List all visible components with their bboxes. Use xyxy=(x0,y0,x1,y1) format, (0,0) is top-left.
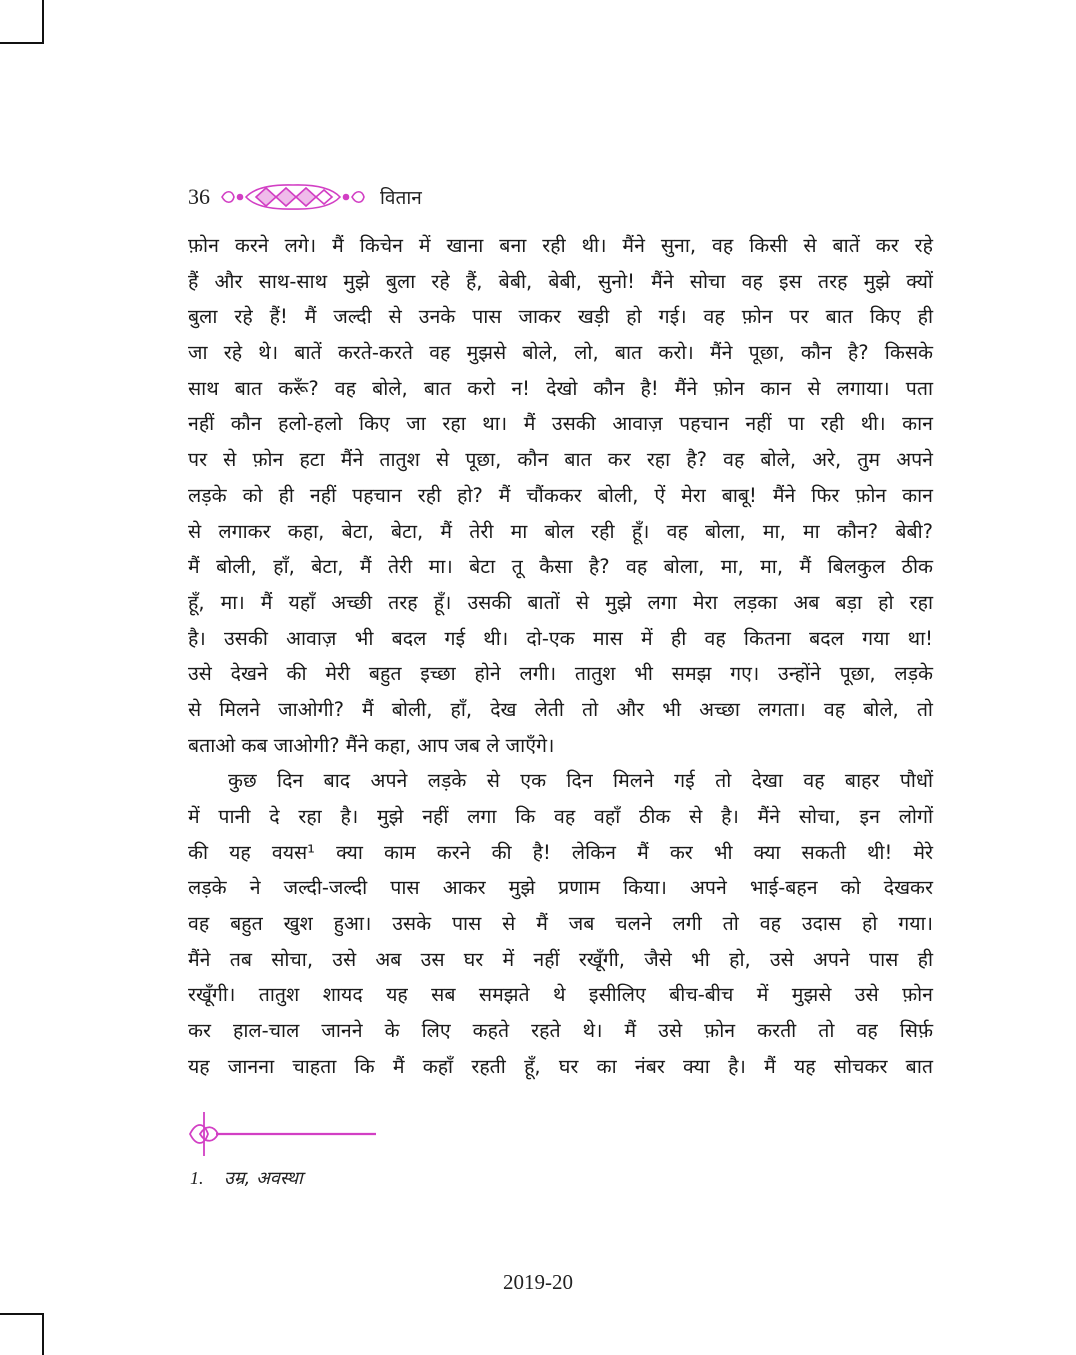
text-line: है। उसकी आवाज़ भी बदल गई थी। दो-एक मास में ही वह कितना बदल गया था! xyxy=(188,626,933,650)
text-line: हैं और साथ-साथ मुझे बुला रहे हैं, बेबी, बेबी, सुनो! मैंने सोचा वह इस तरह मुझे क्यों xyxy=(188,269,933,293)
footnote-number: 1. xyxy=(190,1168,204,1188)
text-line: से लगाकर कहा, बेटा, बेटा, मैं तेरी मा बोल रही हूँ। वह बोला, मा, मा कौन? बेबी? xyxy=(188,519,933,543)
paragraph-1 xyxy=(188,228,933,763)
text-line: लड़के ने जल्दी-जल्दी पास आकर मुझे प्रणाम किया। अपने भाई-बहन को देखकर xyxy=(188,876,933,900)
text-line: लड़के को ही नहीं पहचान रही हो? मैं चौंककर बोली, ऐं मेरा बाबू! मैंने फिर फ़ोन कान xyxy=(188,483,933,507)
page-header xyxy=(188,180,422,214)
crop-mark-top-horizontal xyxy=(0,42,44,44)
crop-mark-bottom-vertical xyxy=(42,1313,44,1355)
text-line: हूँ, मा। मैं यहाँ अच्छी तरह हूँ। उसकी बातों से मुझे लगा मेरा लड़का अब बड़ा हो रहा xyxy=(188,590,933,614)
footnote xyxy=(190,1166,303,1190)
text-line: उसे देखने की मेरी बहुत इच्छा होने लगी। तातुश भी समझ गए। उन्होंने पूछा, लड़के xyxy=(188,662,933,686)
text-line: कुछ दिन बाद अपने लड़के से एक दिन मिलने गई तो देखा वह बाहर पौधों xyxy=(228,769,933,793)
text-line: मैंने तब सोचा, उसे अब उस घर में नहीं रखूँगी, जैसे भी हो, उसे अपने पास ही xyxy=(188,947,933,971)
text-line: पर से फ़ोन हटा मैंने तातुश से पूछा, कौन बात कर रहा है? वह बोले, अरे, तुम अपने xyxy=(188,448,933,472)
text-line: यह जानना चाहता कि मैं कहाँ रहती हूँ, घर का नंबर क्या है। मैं यह सोचकर बात xyxy=(188,1054,933,1078)
footnote-divider-icon xyxy=(186,1110,378,1158)
crop-mark-bottom-horizontal xyxy=(0,1313,44,1315)
text-line: कर हाल-चाल जानने के लिए कहते रहते थे। मैं उसे फ़ोन करती तो वह सिर्फ़ xyxy=(188,1019,933,1043)
text-line: फ़ोन करने लगे। मैं किचेन में खाना बना रही थी। मैंने सुना, वह किसी से बातें कर रहे xyxy=(188,234,933,257)
text-line: बताओ कब जाओगी? मैंने कहा, आप जब ले जाएँगे। xyxy=(188,733,555,757)
text-line: बुला रहे हैं! मैं जल्दी से उनके पास जाकर खड़ी हो गई। वह फ़ोन पर बात किए ही xyxy=(188,305,933,329)
text-line: नहीं कौन हलो-हलो किए जा रहा था। मैं उसकी आवाज़ पहचान नहीं पा रही थी। कान xyxy=(188,412,933,436)
page-footer-year: 2019-20 xyxy=(503,1270,573,1294)
text-line: से मिलने जाओगी? मैं बोली, हाँ, देख लेती तो और भी अच्छा लगता। वह बोले, तो xyxy=(188,697,933,721)
body-text xyxy=(188,228,933,1085)
running-title: वितान xyxy=(380,187,422,209)
footnote-text: उम्र, अवस्था xyxy=(224,1168,303,1189)
text-line: की यह वयस¹ क्या काम करने की है! लेकिन मैं कर भी क्या सकती थी! मेरे xyxy=(188,840,933,864)
text-line: साथ बात करूँ? वह बोले, बात करो न! देखो कौन है! मैंने फ़ोन कान से लगाया। पता xyxy=(188,376,933,400)
paragraph-2 xyxy=(188,763,933,1084)
text-line: वह बहुत खुश हुआ। उसके पास से मैं जब चलने लगी तो वह उदास हो गया। xyxy=(188,912,933,936)
page-number: 36 xyxy=(188,184,210,209)
text-line: में पानी दे रहा है। मुझे नहीं लगा कि वह वहाँ ठीक से है। मैंने सोचा, इन लोगों xyxy=(188,805,933,828)
text-line: रखूँगी। तातुश शायद यह सब समझते थे इसीलिए बीच-बीच में मुझसे उसे फ़ोन xyxy=(188,983,933,1007)
text-line: मैं बोली, हाँ, बेटा, मैं तेरी मा। बेटा तू कैसा है? वह बोला, मा, मा, मैं बिलकुल ठीक xyxy=(188,555,933,579)
header-ornament-icon xyxy=(218,180,368,214)
crop-mark-top-vertical xyxy=(42,0,44,44)
text-line: जा रहे थे। बातें करते-करते वह मुझसे बोले, लो, बात करो। मैंने पूछा, कौन है? किसके xyxy=(188,341,933,365)
